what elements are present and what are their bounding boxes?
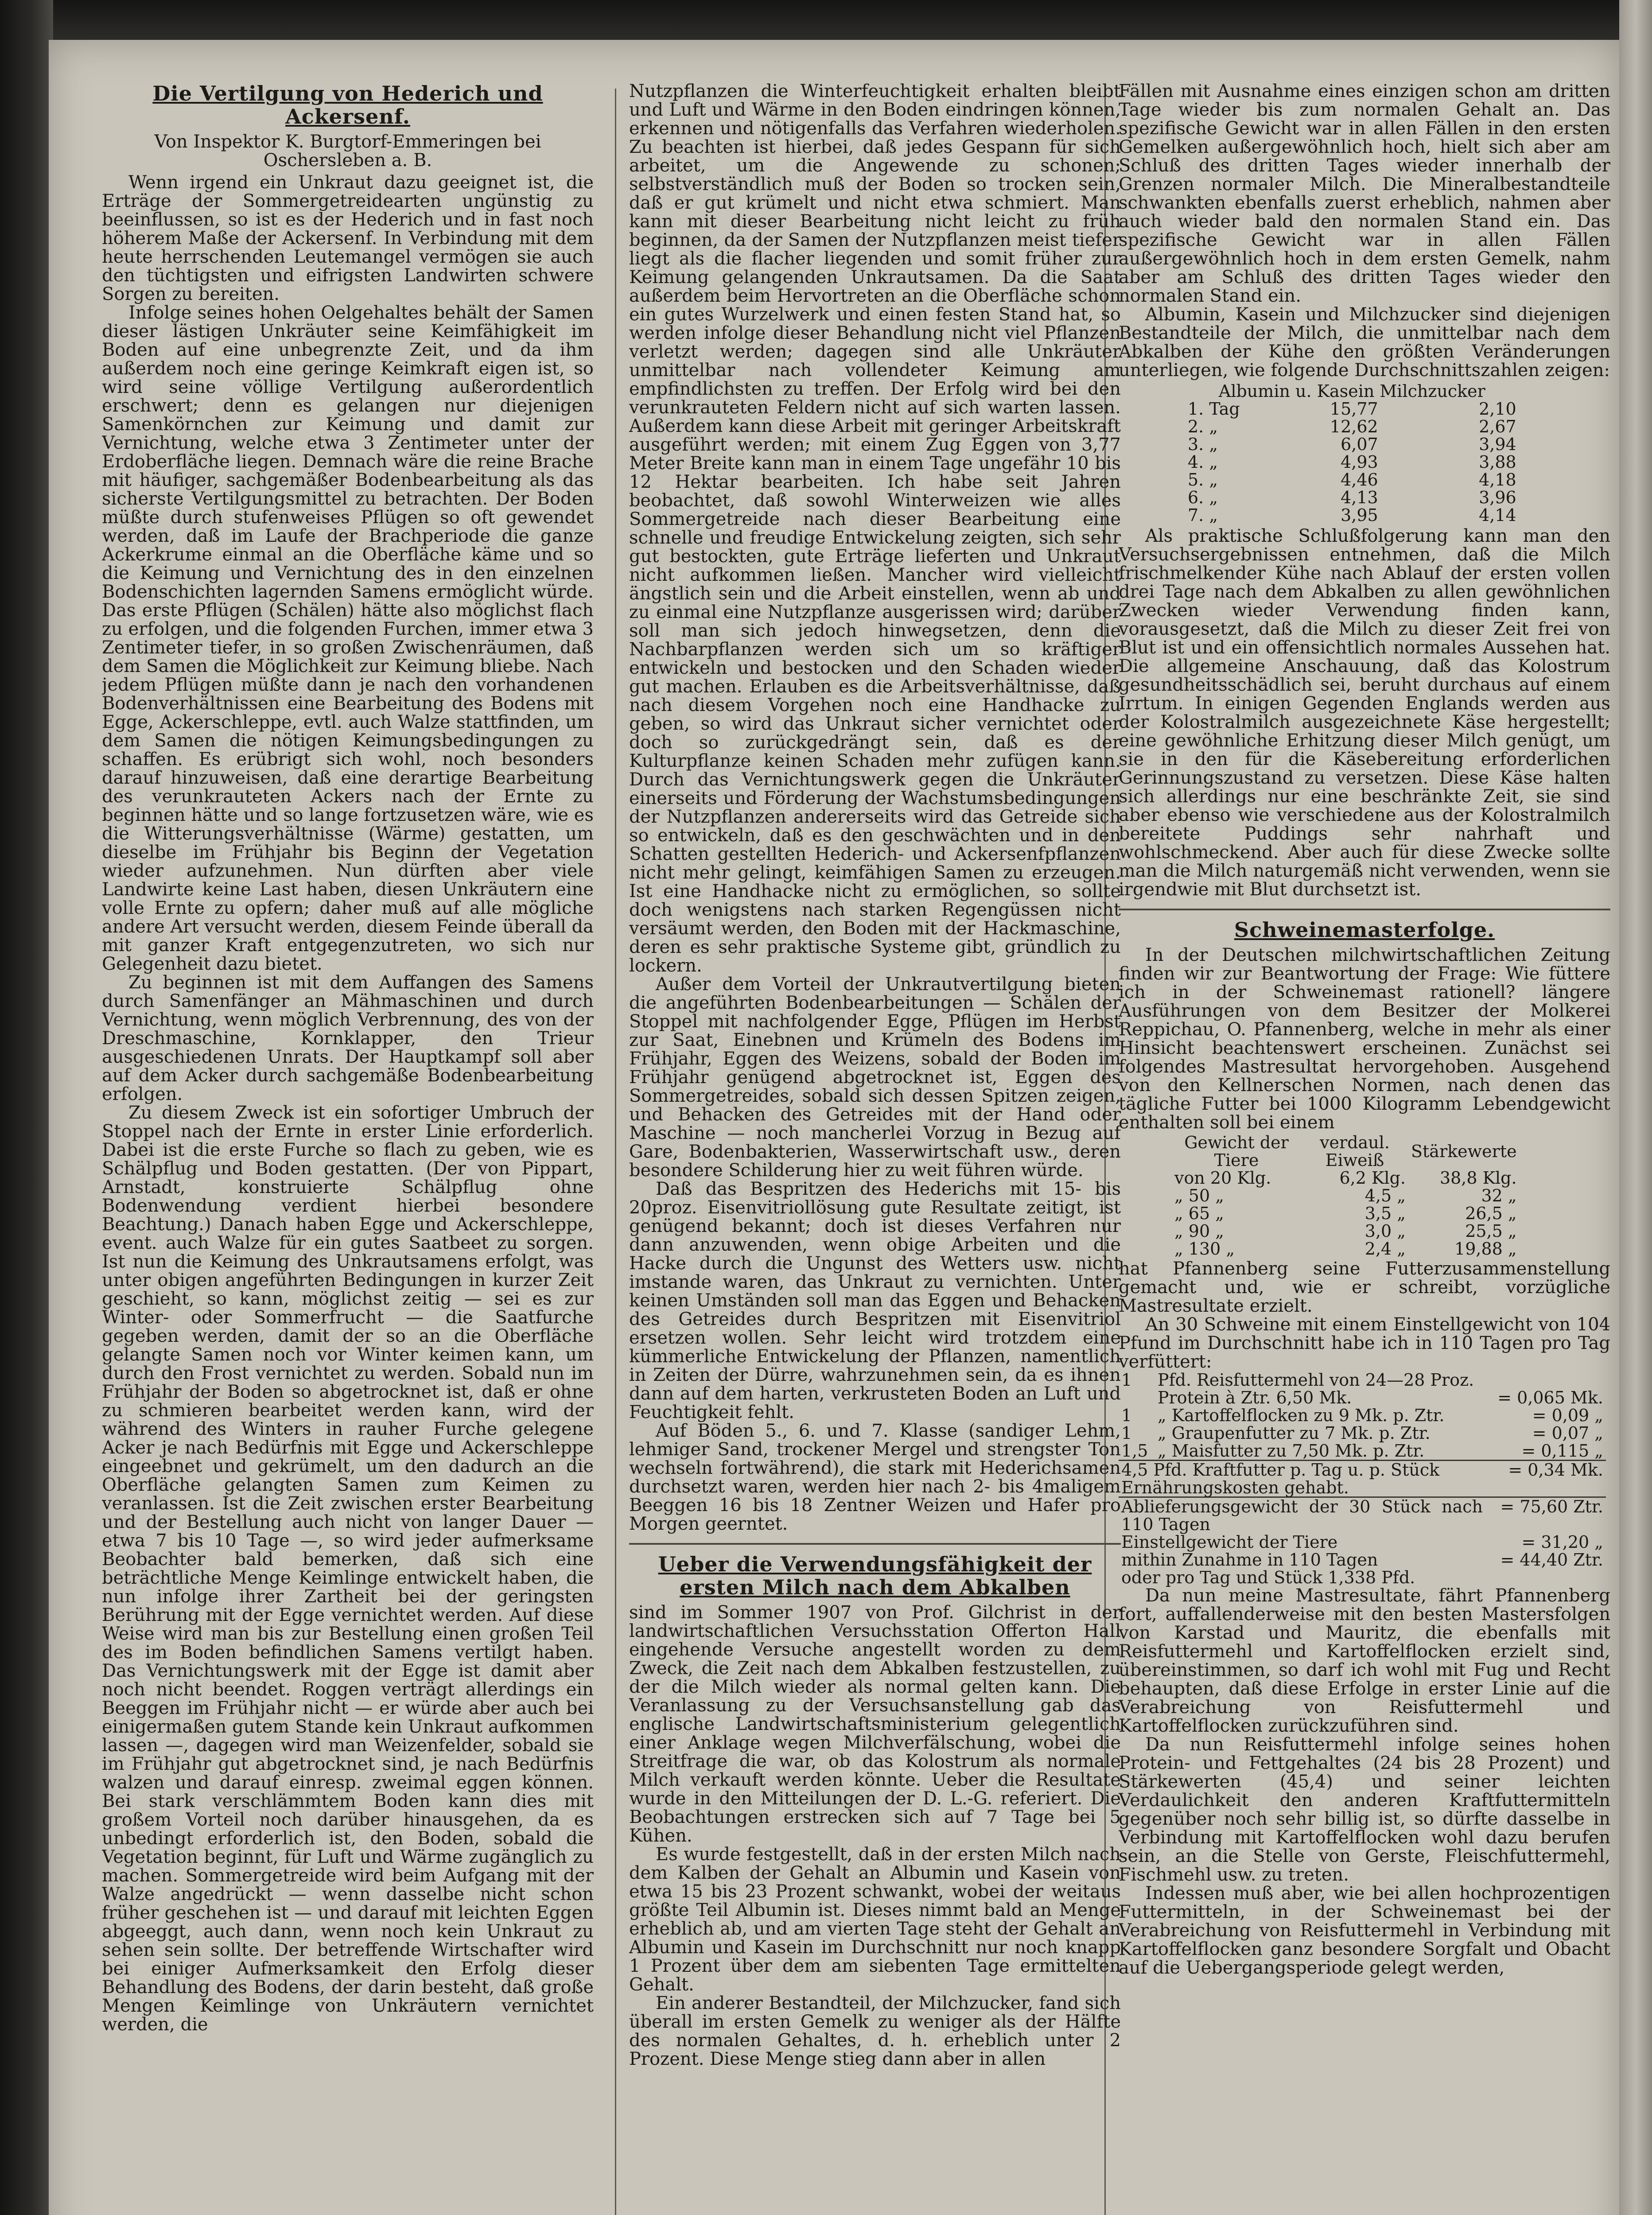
- column-rule: [615, 89, 616, 2215]
- article-separator: [629, 1543, 1121, 1545]
- article-byline: Von Inspektor K. Burgtorf-Emmeringen bei Oschersleben a. B.: [154, 132, 541, 171]
- article-title-hederich: Die Vertilgung von Hederich und Ackersenf.: [152, 82, 543, 128]
- paragraph: Nutzpflanzen die Winterfeuchtigkeit erhalten bleibt und Luft und Wärme in den Boden eindringen können, erkennen und nötigenfalls das Verfahren wiederholen. Zu beachten ist hierbei, daß jedes Gespann für sich arbeitet, um die Angewende zu schonen; selbstverständlich muß der Boden so trocken sein, daß er gut krümelt und nicht etwa schmiert. Man kann mit dieser Bearbeitung nicht leicht zu früh beginnen, da der Samen der Nutzpflanzen meist tiefer liegt als die flacher liegenden und somit früher zur Keimung gelangenden Unkrautsamen. Da die Saat außerdem beim Hervortreten an die Oberfläche schon ein gutes Wurzelwerk und einen festen Stand hat, so werden infolge dieser Behandlung nicht viel Pflanzen verletzt werden; dagegen sind alle Unkräuter unmittelbar nach vollendeter Keimung am empfindlichsten zu treffen. Der Erfolg wird bei den verunkrauteten Feldern nicht auf sich warten lassen. Außerdem kann diese Arbeit mit geringer Arbeitskraft ausgeführt werden; mit einem Zug Eggen von 3,77 Meter Breite kann man in einem Tage ungefähr 10 bis 12 Hektar bearbeiten. Ich habe seit Jahren beobachtet, daß sowohl Winterweizen wie alles Sommergetreide nach dieser Bearbeitung eine schnelle und freudige Entwickelung zeigten, sich sehr gut bestockten, gute Erträge lieferten und Unkraut nicht aufkommen ließen. Mancher wird vielleicht ängstlich sein und die Arbeit einstellen, wenn ab und zu einmal eine Nutzpflanze ausgerissen wird; darüber soll man sich jedoch hinwegsetzen, denn die Nachbarpflanzen werden sich um so kräftiger entwickeln und bestocken und den Schaden wieder gut machen. Erlauben es die Arbeitsverhältnisse, daß nach diesem Vorgehen noch eine Handhacke zu geben, so wird das Unkraut sicher vernichtet oder doch so zurückgedrängt sein, daß es der Kulturpflanze keinen Schaden mehr zufügen kann. Durch das Vernichtungswerk gegen die Unkräuter einerseits und Förderung der Wachstumsbedingungen der Nutzpflanzen andererseits wird das Getreide sich so entwickeln, daß es den geschwächten und in den Schatten gestellten Hederich- und Ackersenfpflanzen nicht mehr gelingt, keimfähigen Samen zu erzeugen. Ist eine Handhacke nicht zu ermöglichen, so sollte doch wenigstens nach starken Regengüssen nicht versäumt werden, den Boden mit der Hackmaschine, deren es sehr praktische Systeme gibt, gründlich zu lockern.: [629, 82, 1121, 976]
- table-row: von 20 Klg. 6,2 Klg. 38,8 Klg.: [1174, 1168, 1517, 1188]
- paragraph: An 30 Schweine mit einem Einstellgewicht von 104 Pfund im Durchschnitt habe ich in 110 Tagen pro Tag verfüttert:: [1119, 1314, 1610, 1372]
- table-row: „ 65 „ 3,5 „ 26,5 „: [1174, 1204, 1517, 1223]
- table-row: 7. „ 3,95 4,14: [1188, 505, 1516, 525]
- paragraph: Daß das Bespritzen des Hederichs mit 15- bis 20proz. Eisenvitriollösung gute Resultate zeitigt, ist genügend bekannt; doch ist dieses Verfahren nur dann anzuwenden, wenn obige Arbeiten und die Hacke durch die Ungunst des Wetters usw. nicht imstande waren, das Unkraut zu vernichten. Unter keinen Umständen soll man das Eggen und Behacken des Getreides durch Bespritzen mit Eisenvitriol ersetzen wollen. Sehr leicht wird trotzdem eine kümmerliche Entwickelung der Pflanzen, namentlich in Zeiten der Dürre, wahrzunehmen sein, da es ihnen dann auf dem harten, verkrusteten Boden an Luft und Feuchtigkeit fehlt.: [629, 1179, 1121, 1422]
- table-row: 1,5 „ Maisfutter zu 7,50 Mk. p. Ztr. = 0,115 „: [1121, 1441, 1603, 1461]
- table-row: 3. „ 6,07 3,94: [1188, 435, 1516, 454]
- paragraph: Da nun meine Mastresultate, fährt Pfannenberg fort, auffallenderweise mit den besten Mastersfolgen von Karstad und Mauritz, die ebenfalls mit Reisfuttermehl und Kartoffelflocken erzielt sind, übereinstimmen, so darf ich wohl mit Fug und Recht behaupten, daß diese Erfolge in erster Linie auf die Verabreichung von Reisfuttermehl und Kartoffelflocken zurückzuführen sind.: [1119, 1585, 1610, 1736]
- paragraph: Wenn irgend ein Unkraut dazu geeignet ist, die Erträge der Sommergetreidearten ungünstig zu beeinflussen, so ist es der Hederich und in fast noch höherem Maße der Ackersenf. In Verbindung mit dem heute herrschenden Leutemangel vermögen sie auch den tüchtigsten und eifrigsten Landwirten schwere Sorgen zu bereiten.: [102, 172, 594, 304]
- milk-composition-table: [1185, 382, 1519, 524]
- table-row: 1 „ Graupenfutter zu 7 Mk. p. Ztr. = 0,07 „: [1121, 1423, 1603, 1443]
- paragraph: Indessen muß aber, wie bei allen hochprozentigen Futtermitteln, in der Schweinemast bei der Verabreichung von Reisfuttermehl in Verbindung mit Kartoffelflocken ganz besondere Sorgfalt und Obacht auf die Uebergangsperiode gelegt werden,: [1119, 1883, 1610, 1978]
- table-row: oder pro Tag und Stück 1,338 Pfd.: [1121, 1568, 1415, 1587]
- column-2: [629, 82, 1121, 2215]
- table-row: Ernährungskosten gehabt.: [1121, 1478, 1349, 1497]
- article-separator: [1119, 909, 1610, 910]
- scan-border-left: [0, 0, 53, 2215]
- paragraph: Infolge seines hohen Oelgehaltes behält der Samen dieser lästigen Unkräuter seine Keimfähigkeit im Boden auf eine unbegrenzte Zeit, und da ihm außerdem noch eine geringe Keimkraft eigen ist, so wird seine völlige Vertilgung außerordentlich erschwert; denn es gelangen nur diejenigen Samenkörnchen zur Keimung und damit zur Vernichtung, welche etwa 3 Zentimeter unter der Erdoberfläche liegen. Demnach wäre die reine Brache mit häufiger, sachgemäßer Bodenbearbeitung als das sicherste Vertilgungsmittel zu betrachten. Der Boden müßte durch stufenweises Pflügen so oft gewendet werden, daß im Laufe der Brachperiode die ganze Ackerkrume einmal an die Oberfläche käme und so die Keimung und Vernichtung des in den einzelnen Bodenschichten lagernden Samens ermöglicht würde. Das erste Pflügen (Schälen) hätte also möglichst flach zu erfolgen, und die folgenden Furchen, immer etwa 3 Zentimeter tiefer, in so großen Zwischenräumen, daß dem Samen die Möglichkeit zur Keimung bliebe. Nach jedem Pflügen müßte dann je nach den vorhandenen Bodenverhältnissen eine Bearbeitung des Bodens mit Egge, Ackerschleppe, evtl. auch Walze stattfinden, um dem Samen die nötigen Keimungsbedingungen zu schaffen. Es erübrigt sich wohl, noch besonders darauf hinzuweisen, daß eine derartige Bearbeitung des verunkrauteten Ackers nach der Ernte zu beginnen hätte und so lange fortzusetzen wäre, wie es die Witterungsverhältnisse (Wärme) gestatten, um dieselbe im Frühjahr bis Beginn der Vegetation wieder aufzunehmen. Nun dürften aber viele Landwirte keine Last haben, diesen Unkräutern eine volle Ernte zu opfern; daher muß auf alle mögliche andere Art versucht werden, diesem Feinde überall da mit ganzer Kraft entgegenzutreten, wo sich nur Gelegenheit dazu bietet.: [102, 303, 594, 974]
- newspaper-page: [49, 40, 1619, 2215]
- paragraph: Zu diesem Zweck ist ein sofortiger Umbruch der Stoppel nach der Ernte in erster Linie erforderlich. Dabei ist die erste Furche so flach zu geben, wie es Schälpflug und Boden gestatten. (Der von Pippart, Arnstadt, konstruierte Schälpflug ohne Bodenwendung verdient hierbei besondere Beachtung.) Danach haben Egge und Ackerschleppe, event. auch Walze für ein gutes Saatbeet zu sorgen. Ist nun die Keimung des Unkrautsamens erfolgt, was unter obigen angeführten Bedingungen in kurzer Zeit geschieht, so kann, möglichst zeitig — sei es zur Winter- oder Sommerfrucht — die Saatfurche gegeben werden, damit der so an die Oberfläche gelangte Samen noch vor Winter keimen kann, um durch den Frost vernichtet zu werden. Sobald nun im Frühjahr der Boden so abgetrocknet ist, daß er ohne zu schmieren bearbeitet werden kann, wird der während des Winters in rauher Furche gelegene Acker je nach Bedürfnis mit Egge und Ackerschleppe eingeebnet und gekrümelt, um den dadurch an die Oberfläche gelangten Samen zum Keimen zu veranlassen. Ist die Zeit zwischen erster Bearbeitung und der Bestellung auch nicht von langer Dauer — etwa 7 bis 10 Tage —, so wird jeder aufmerksame Beobachter bald bemerken, daß sich eine beträchtliche Menge Keimlinge entwickelt haben, die nun infolge ihrer Zartheit bei der geringsten Berührung mit der Egge vernichtet werden. Auf diese Weise wird man bis zur Bestellung einen großen Teil des im Boden befindlichen Samens vertilgt haben. Das Vernichtungswerk mit der Egge ist damit aber noch nicht beendet. Roggen verträgt allerdings ein Beeggen im Frühjahr nicht — er würde aber auch bei einigermaßen gutem Stande kein Unkraut aufkommen lassen —, dagegen wird man Weizenfelder, sobald sie im Frühjahr gut abgetrocknet sind, je nach Bedürfnis walzen und darauf einresp. zweimal eggen können. Bei stark verschlämmtem Boden kann dies mit großem Vorteil noch darüber hinausgehen, da es unbedingt erforderlich ist, den Boden, sobald die Vegetation beginnt, für Luft und Wärme zugänglich zu machen. Sommergetreide wird beim Aufgang mit der Walze angedrückt — wenn dasselbe nicht schon früher geschehen ist — und darauf mit leichten Eggen abgeeggt, auch dann, wenn noch kein Unkraut zu sehen sein sollte. Der betreffende Wirtschafter wird bei einiger Aufmerksamkeit den Erfolg dieser Behandlung des Bodens, der darin besteht, daß große Mengen Keimlinge von Unkräutern vernichtet werden, die: [102, 1103, 594, 2035]
- table-total-row: 4,5 Pfd. Kraftfutter p. Tag u. p. Stück = 0,34 Mk.: [1119, 1461, 1606, 1479]
- table-row: „ 130 „ 2,4 „ 19,88 „: [1174, 1239, 1517, 1259]
- paragraph: Auf Böden 5., 6. und 7. Klasse (sandiger Lehm, lehmiger Sand, trockener Mergel und strengster Ton wechseln fortwährend), die stark mit Hederichsamen durchsetzt waren, werden hier nach 2- bis 4maligem Beeggen 16 bis 18 Zentner Weizen und Hafer pro Morgen geerntet.: [629, 1421, 1121, 1534]
- feeding-norm-table: [1172, 1134, 1520, 1258]
- paragraph: Zu beginnen ist mit dem Auffangen des Samens durch Samenfänger an Mähmaschinen und durch Vernichtung, wenn möglich Verbrennung, des von der Dreschmaschine, Kornklapper, den Trieur ausgeschiedenen Unrats. Der Hauptkampf soll aber auf dem Acker durch sachgemäße Bodenbearbeitung erfolgen.: [102, 972, 594, 1104]
- paragraph: Ein anderer Bestandteil, der Milchzucker, fand sich überall im ersten Gemelk zu weniger als der Hälfte des normalen Gehaltes, d. h. erheblich unter 2 Prozent. Diese Menge stieg dann aber in allen: [629, 1993, 1121, 2069]
- table-row: 2. „ 12,62 2,67: [1188, 417, 1516, 436]
- table-row: 1. Tag 15,77 2,10: [1188, 399, 1516, 419]
- table-header-row: Gewicht der Tiere verdaul. Eiweiß Stärkewerte: [1184, 1133, 1517, 1170]
- table-row: mithin Zunahme in 110 Tagen = 44,40 Ztr.: [1121, 1550, 1603, 1570]
- paragraph: Fällen mit Ausnahme eines einzigen schon am dritten Tage wieder bis zum normalen Gehalt an. Das spezifische Gewicht war in allen Fällen in den ersten Gemelken außergewöhnlich hoch, hielt sich aber am Schluß des dritten Tages wieder innerhalb der Grenzen normaler Milch. Die Mineralbestandteile schwankten ebenfalls zuerst erheblich, nahmen aber auch wieder bald den normalen Stand ein. Das spezifische Gewicht war in allen Fällen außergewöhnlich hoch in dem ersten Gemelk, nahm aber am Schluß des dritten Tages wieder den normalen Stand ein.: [1119, 82, 1610, 306]
- paragraph: Es wurde festgestellt, daß in der ersten Milch nach dem Kalben der Gehalt an Albumin und Kasein von etwa 15 bis 23 Prozent schwankt, wobei der weitaus größte Teil Albumin ist. Dieses nimmt bald an Menge erheblich ab, und am vierten Tage steht der Gehalt an Albumin und Kasein im Durchschnitt nur noch knapp 1 Prozent über dem am siebenten Tage ermittelten Gehalt.: [629, 1844, 1121, 1995]
- paragraph: Außer dem Vorteil der Unkrautvertilgung bieten die angeführten Bodenbearbeitungen — Schälen der Stoppel mit nachfolgender Egge, Pflügen im Herbst zur Saat, Einebnen und Krümeln des Bodens im Frühjahr, Eggen des Weizens, sobald der Boden im Frühjahr genügend abgetrocknet ist, Eggen des Sommergetreides, sobald sich dessen Spitzen zeigen, und Behacken des Getreides mit der Hand oder Maschine — noch mancherlei Vorzug in Bezug auf Gare, Bodenbakterien, Wasserwirtschaft usw., deren besondere Schilderung hier zu weit führen würde.: [629, 974, 1121, 1181]
- column-3: [1119, 82, 1610, 2215]
- scan-page-edge: [1619, 0, 1652, 2215]
- paragraph: In der Deutschen milchwirtschaftlichen Zeitung finden wir zur Beantwortung der Frage: Wie füttere ich in der Schweinemast rationell? längere Ausführungen von dem Besitzer der Molkerei Reppichau, O. Pfannenberg, welche in mehr als einer Hinsicht beachtenswert erscheinen. Zunächst sei folgendes Mastresultat hervorgehoben. Ausgehend von den Kellnerschen Normen, nach denen das tägliche Futter bei 1000 Kilogramm Lebendgewicht enthalten soll bei einem: [1119, 945, 1610, 1133]
- table-row: Ablieferungsgewicht der 30 Stück nach 110 Tagen = 75,60 Ztr.: [1119, 1497, 1606, 1534]
- paragraph: sind im Sommer 1907 von Prof. Gilchrist in der landwirtschaftlichen Versuchsstation Offerton Hall eingehende Versuche angestellt worden zu dem Zweck, die Zeit nach dem Abkalben festzustellen, zu der die Milch wieder als normal gelten kann. Die Veranlassung zu der Versuchsanstellung gab das englische Landwirtschaftsministerium gelegentlich einer Anklage wegen Milchverfälschung, wobei die Streitfrage die war, ob das Kolostrum als normale Milch verkauft werden könnte. Ueber die Resultate wurde in den Mitteilungen der D. L.-G. referiert. Die Beobachtungen erstrecken sich auf 7 Tage bei 5 Kühen.: [629, 1602, 1121, 1846]
- table-row: 6. „ 4,13 3,96: [1188, 488, 1516, 507]
- table-header: Albumin u. Kasein Milchzucker: [1218, 381, 1485, 401]
- table-row: 5. „ 4,46 4,18: [1188, 470, 1516, 490]
- table-row: 1 Pfd. Reisfuttermehl von 24—28 Proz.: [1121, 1370, 1474, 1390]
- paragraph: Albumin, Kasein und Milchzucker sind diejenigen Bestandteile der Milch, die unmittelbar nach dem Abkalben der Kühe den größten Veränderungen unterliegen, wie folgende Durchschnittszahlen zeigen:: [1119, 304, 1610, 381]
- paragraph: hat Pfannenberg seine Futterzusammenstellung gemacht und, wie er schreibt, vorzügliche Mastresultate erzielt.: [1119, 1259, 1610, 1316]
- paragraph: Als praktische Schlußfolgerung kann man den Versuchsergebnissen entnehmen, daß die Milch frischmelkender Kühe nach Ablauf der ersten vollen drei Tage nach dem Abkalben zu allen gewöhnlichen Zwecken wieder Verwendung finden kann, vorausgesetzt, daß die Milch zu dieser Zeit frei von Blut ist und ein offensichtlich normales Aussehen hat. Die allgemeine Anschauung, daß das Kolostrum gesundheitsschädlich sei, beruht durchaus auf einem Irrtum. In einigen Gegenden Englands werden aus der Kolostralmilch ausgezeichnete Käse hergestellt; eine gewöhnliche Erhitzung dieser Milch genügt, um sie in den für die Käsebereitung erforderlichen Gerinnungszustand zu versetzen. Diese Käse halten sich allerdings nur eine beschränkte Zeit, sie sind aber ebenso wie verschiedene aus der Kolostralmilch bereitete Puddings sehr nahrhaft und wohlschmeckend. Aber auch für diese Zwecke sollte man die Milch naturgemäß nicht verwenden, wenn sie irgendwie mit Blut durchsetzt ist.: [1119, 526, 1610, 900]
- article-title-milch: Ueber die Verwendungsfähigkeit der ersten Milch nach dem Abkalben: [658, 1552, 1092, 1599]
- feed-cost-table: [1119, 1371, 1606, 1586]
- table-row: „ 90 „ 3,0 „ 25,5 „: [1174, 1221, 1517, 1241]
- table-row: 1 „ Kartoffelflocken zu 9 Mk. p. Ztr. = 0,09 „: [1121, 1406, 1603, 1425]
- column-1: [102, 82, 594, 2215]
- table-row: Einstellgewicht der Tiere = 31,20 „: [1121, 1532, 1603, 1552]
- article-title-schweinemast: Schweinemasterfolge.: [1234, 918, 1495, 942]
- scan-border-top: [0, 0, 1652, 44]
- table-row: „ 50 „ 4,5 „ 32 „: [1174, 1186, 1517, 1205]
- table-row: 4. „ 4,93 3,88: [1188, 452, 1516, 472]
- table-row: Protein à Ztr. 6,50 Mk. = 0,065 Mk.: [1158, 1388, 1603, 1407]
- paragraph: Da nun Reisfuttermehl infolge seines hohen Protein- und Fettgehaltes (24 bis 28 Prozent) und Stärkewerten (45,4) und seiner leichten Verdaulichkeit den anderen Kraftfuttermitteln gegenüber noch sehr billig ist, so dürfte dasselbe in Verbindung mit Kartoffelflocken wohl dazu berufen sein, an die Stelle von Gerste, Fleischfuttermehl, Fischmehl usw. zu treten.: [1119, 1734, 1610, 1885]
